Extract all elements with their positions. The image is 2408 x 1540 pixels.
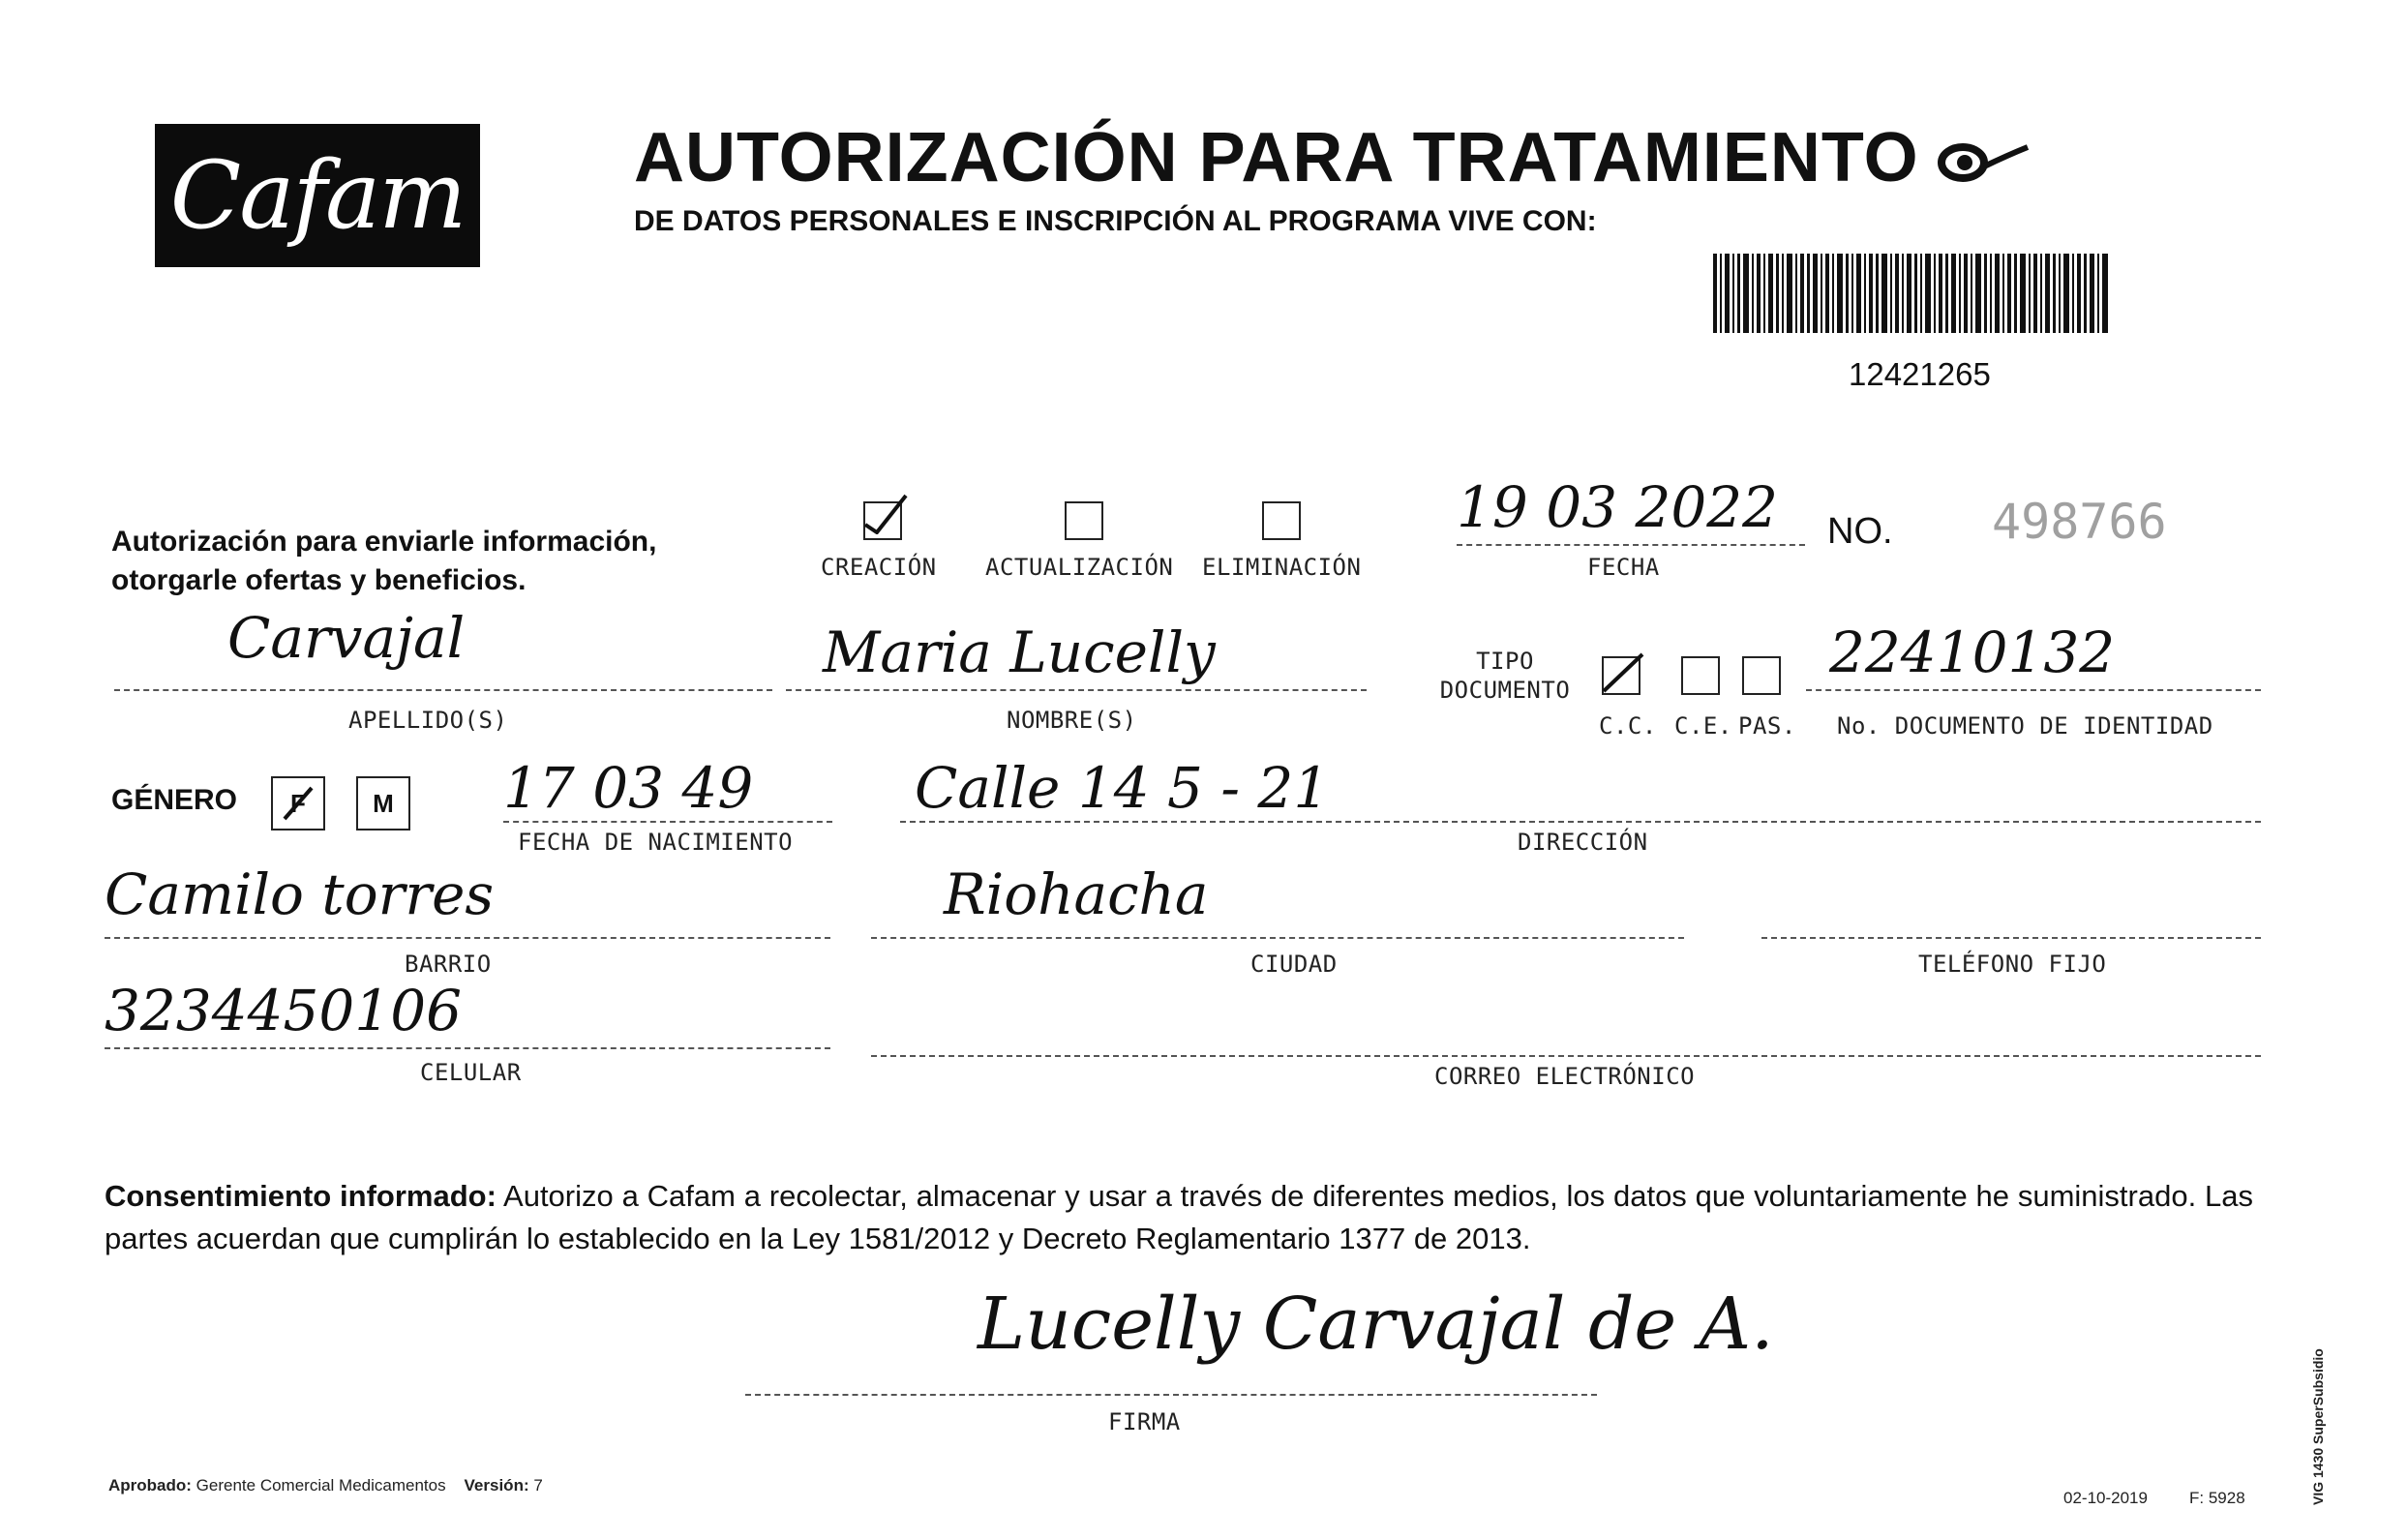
aprobado-label: Aprobado: [108, 1476, 192, 1495]
cafam-logo: Cafam [155, 124, 480, 267]
footer-approval [108, 1476, 543, 1495]
footer-f-code: F: 5928 [2189, 1489, 2245, 1507]
genero-m-box[interactable] [356, 776, 410, 830]
label-actualizacion: ACTUALIZACIÓN [985, 554, 1174, 581]
consent-heading: Consentimiento informado: [105, 1179, 497, 1213]
barcode-number: 12421265 [1849, 356, 1991, 392]
telefono-label: TELÉFONO FIJO [1918, 951, 2107, 978]
form-subtitle: DE DATOS PERSONALES E INSCRIPCIÓN AL PROGRAMA VIVE CON: [634, 205, 1597, 237]
consent-paragraph [105, 1175, 2253, 1260]
label-ce: C.E. [1674, 712, 1732, 740]
checkbox-actualizacion[interactable] [1065, 501, 1103, 540]
apellidos-value[interactable]: Carvajal [227, 605, 466, 671]
celular-value[interactable]: 3234450106 [105, 978, 463, 1043]
ciudad-line [871, 937, 1684, 939]
nombres-label: NOMBRE(S) [1007, 707, 1137, 734]
nombres-line [786, 689, 1367, 691]
brand-eye-icon [1926, 126, 2032, 194]
telefono-line[interactable] [1761, 937, 2261, 939]
correo-label: CORREO ELECTRÓNICO [1434, 1063, 1696, 1090]
check-mark-icon [1602, 652, 1644, 695]
checkbox-creacion[interactable] [863, 501, 902, 540]
documento-label: No. DOCUMENTO DE IDENTIDAD [1837, 712, 2213, 740]
checkbox-ce[interactable] [1681, 656, 1720, 695]
direccion-label: DIRECCIÓN [1518, 829, 1648, 856]
ciudad-label: CIUDAD [1250, 951, 1338, 978]
checkbox-eliminacion[interactable] [1262, 501, 1301, 540]
direccion-value[interactable]: Calle 14 5 - 21 [915, 755, 1330, 821]
vertical-text: VIG 1430 SuperSubsidio [2310, 1348, 2326, 1505]
no-value: 498766 [1992, 494, 2167, 550]
ciudad-value[interactable]: Riohacha [944, 861, 1209, 927]
genero-f-box[interactable] [271, 776, 325, 830]
footer-date: 02-10-2019 [2063, 1489, 2148, 1507]
check-mark-icon [273, 778, 323, 829]
tipo-documento-label: TIPO DOCUMENTO [1439, 648, 1571, 704]
apellidos-label: APELLIDO(S) [348, 707, 508, 734]
apellidos-line [114, 689, 772, 691]
documento-value[interactable]: 22410132 [1829, 619, 2116, 685]
correo-line[interactable] [871, 1055, 2261, 1057]
signature-label: FIRMA [1108, 1408, 1181, 1435]
label-cc: C.C. [1599, 712, 1657, 740]
version-label: Versión: [464, 1476, 529, 1495]
version-value: 7 [533, 1476, 543, 1495]
nacimiento-line [503, 821, 832, 823]
direccion-line [900, 821, 2261, 823]
aprobado-value: Gerente Comercial Medicamentos [196, 1476, 446, 1495]
genero-label: GÉNERO [111, 784, 238, 816]
nacimiento-label: FECHA DE NACIMIENTO [518, 829, 794, 856]
label-pas: PAS. [1738, 712, 1796, 740]
barrio-line [105, 937, 830, 939]
consent-text: Autorizo a Cafam a recolectar, almacenar y usar a través de diferentes medios, los datos que voluntariamente he suministrado. Las partes acuerdan que cumplirán lo establecido en la Ley 1581/2012 y Decreto Reglamentario 1377 de 2013. [105, 1179, 2253, 1255]
form-title: AUTORIZACIÓN PARA TRATAMIENTO [634, 119, 1919, 196]
celular-label: CELULAR [420, 1059, 522, 1086]
check-mark-icon [859, 492, 910, 534]
signature: Lucelly Carvajal de A. [978, 1283, 1774, 1366]
checkbox-pas[interactable] [1742, 656, 1781, 695]
label-creacion: CREACIÓN [821, 554, 937, 581]
supersubsidio-vertical-mark [2303, 1287, 2342, 1510]
celular-line [105, 1047, 830, 1049]
barcode [1713, 254, 2110, 333]
barrio-value[interactable]: Camilo torres [105, 861, 495, 927]
fecha-label: FECHA [1587, 554, 1660, 581]
documento-line [1806, 689, 2261, 691]
nacimiento-value[interactable]: 17 03 49 [503, 755, 754, 821]
genero-m-label: M [373, 788, 394, 818]
no-label: NO. [1827, 511, 1893, 552]
label-eliminacion: ELIMINACIÓN [1202, 554, 1362, 581]
authorization-intro: Autorización para enviarle información, otorgarle ofertas y beneficios. [111, 526, 657, 596]
fecha-value[interactable]: 19 03 2022 [1457, 474, 1779, 540]
barrio-label: BARRIO [405, 951, 492, 978]
signature-line[interactable] [745, 1394, 1597, 1396]
nombres-value[interactable]: Maria Lucelly [823, 619, 1216, 685]
checkbox-cc[interactable] [1602, 656, 1640, 695]
genero-f-label: F [290, 788, 306, 818]
fecha-line [1457, 544, 1805, 546]
